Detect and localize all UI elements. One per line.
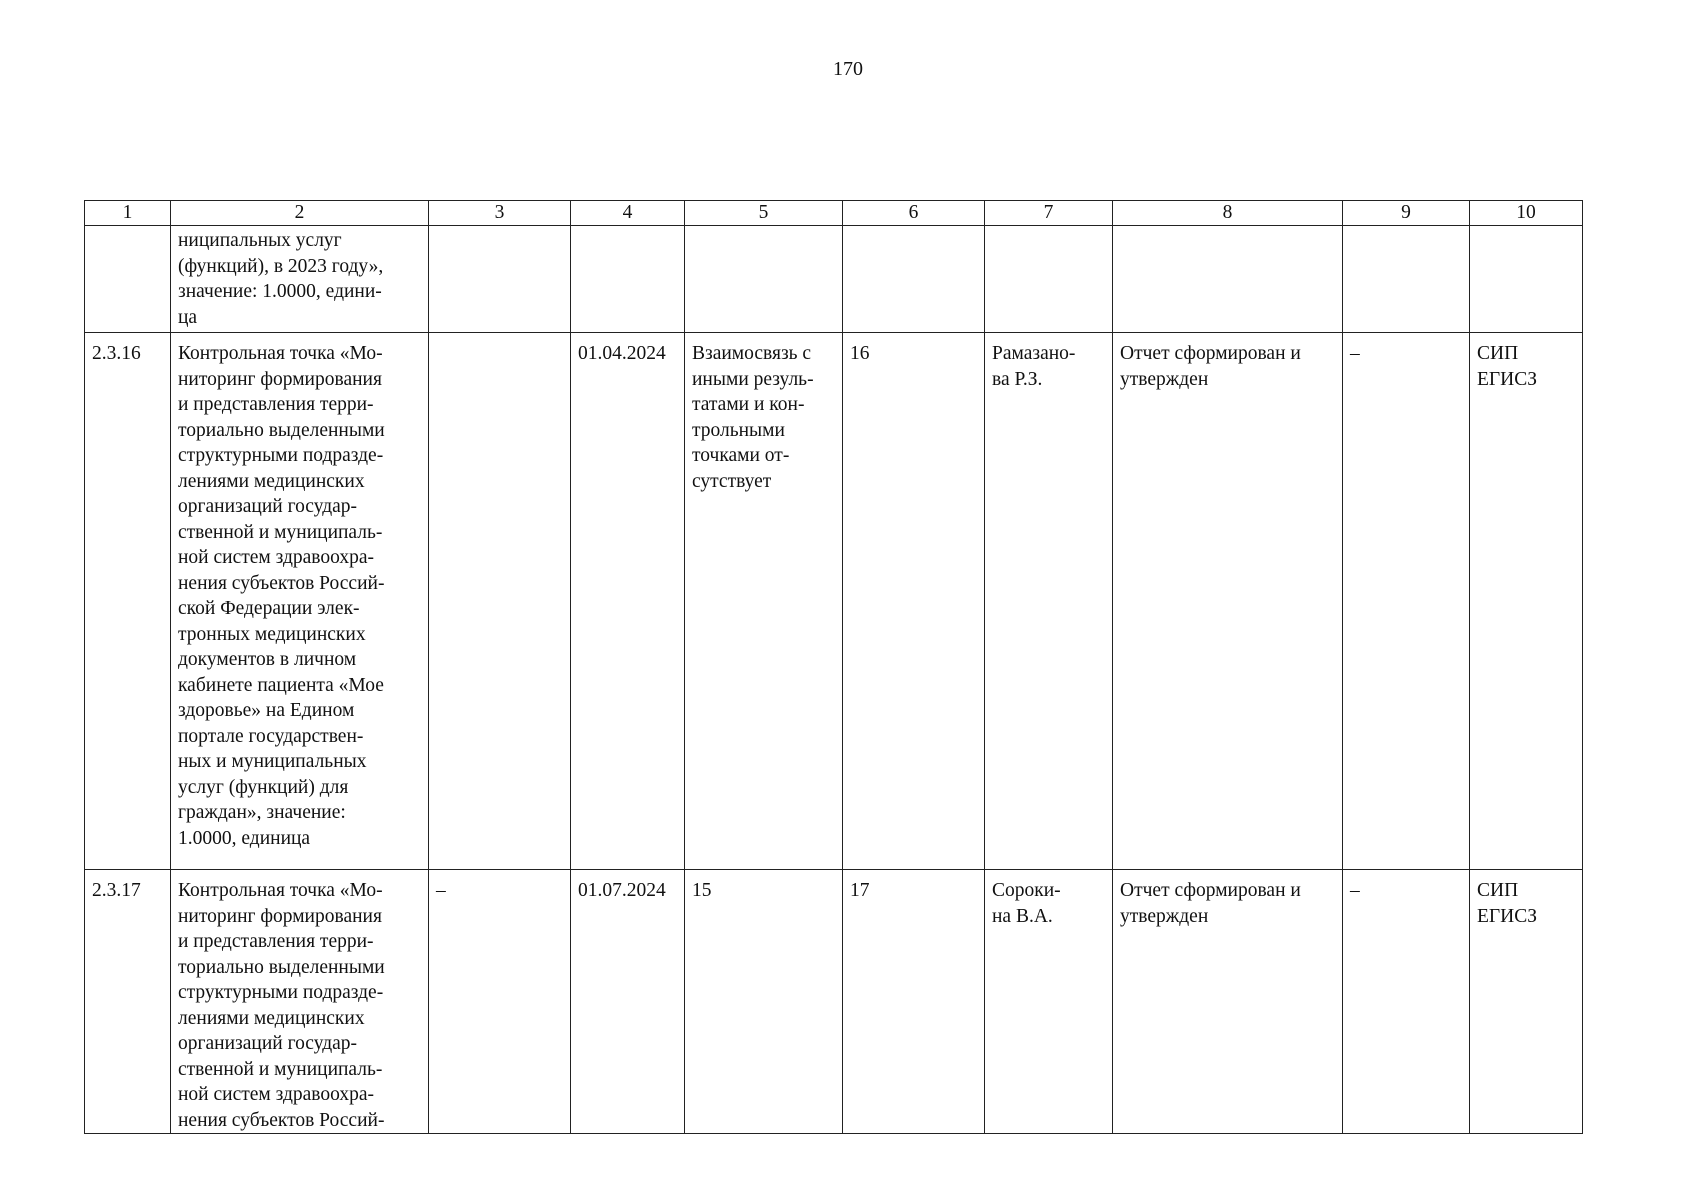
header-col-3: 3 xyxy=(429,201,571,226)
cell-col-3: – xyxy=(429,870,571,1134)
cell-system: СИП ЕГИСЗ xyxy=(1470,333,1583,870)
cell-number: 2.3.16 xyxy=(85,333,171,870)
page-number: 170 xyxy=(833,58,863,80)
table-row-2-3-16 xyxy=(85,333,1583,870)
cell-name: Контрольная точка «Мо- ниторинг формирования и представления терри- ториально выделенными структурными подразде- лениями медицинских организаций государ- ственной и муниципаль- ной систем здравоохра- нения субъектов Россий- xyxy=(171,870,429,1134)
cell-col-9: – xyxy=(1343,870,1470,1134)
cell-number xyxy=(85,226,171,333)
table-row-2-3-17 xyxy=(85,870,1583,1134)
cell-date: 01.04.2024 xyxy=(571,333,685,870)
cell-responsible xyxy=(985,226,1113,333)
header-col-8: 8 xyxy=(1113,201,1343,226)
header-col-10: 10 xyxy=(1470,201,1583,226)
cell-col-3 xyxy=(429,333,571,870)
cell-col-5: 15 xyxy=(685,870,843,1134)
cell-result: Отчет сформирован и утвержден xyxy=(1113,333,1343,870)
cell-system xyxy=(1470,226,1583,333)
table-header xyxy=(85,201,1583,226)
header-col-5: 5 xyxy=(685,201,843,226)
header-row xyxy=(85,201,1583,226)
table-row-continuation xyxy=(85,226,1583,333)
cell-date xyxy=(571,226,685,333)
cell-result xyxy=(1113,226,1343,333)
cell-col-9 xyxy=(1343,226,1470,333)
cell-col-6: 16 xyxy=(843,333,985,870)
header-col-1: 1 xyxy=(85,201,171,226)
cell-system: СИП ЕГИСЗ xyxy=(1470,870,1583,1134)
header-col-2: 2 xyxy=(171,201,429,226)
cell-responsible: Сороки- на В.А. xyxy=(985,870,1113,1134)
cell-number: 2.3.17 xyxy=(85,870,171,1134)
header-col-7: 7 xyxy=(985,201,1113,226)
cell-name: ниципальных услуг (функций), в 2023 году», значение: 1.0000, едини- ца xyxy=(171,226,429,333)
cell-col-3 xyxy=(429,226,571,333)
header-col-6: 6 xyxy=(843,201,985,226)
header-col-4: 4 xyxy=(571,201,685,226)
cell-col-9: – xyxy=(1343,333,1470,870)
cell-result: Отчет сформирован и утвержден xyxy=(1113,870,1343,1134)
header-col-9: 9 xyxy=(1343,201,1470,226)
cell-col-6: 17 xyxy=(843,870,985,1134)
cell-date: 01.07.2024 xyxy=(571,870,685,1134)
cell-col-5 xyxy=(685,226,843,333)
cell-responsible: Рамазано- ва Р.З. xyxy=(985,333,1113,870)
cell-col-5: Взаимосвязь с иными резуль- татами и кон- трольными точками от- сутствует xyxy=(685,333,843,870)
cell-col-6 xyxy=(843,226,985,333)
control-points-table xyxy=(84,200,1583,1134)
cell-name: Контрольная точка «Мо- ниторинг формирования и представления терри- ториально выделенными структурными подразде- лениями медицинских организаций государ- ственной и муниципаль- ной систем здравоохра- нения субъектов Россий- ской Федерации элек- тронных медицинских документов в личном кабинете пациента «Мое здоровье» на Едином портале государствен- ных и муниципальных услуг (функций) для граждан», значение: 1.0000, единица xyxy=(171,333,429,870)
